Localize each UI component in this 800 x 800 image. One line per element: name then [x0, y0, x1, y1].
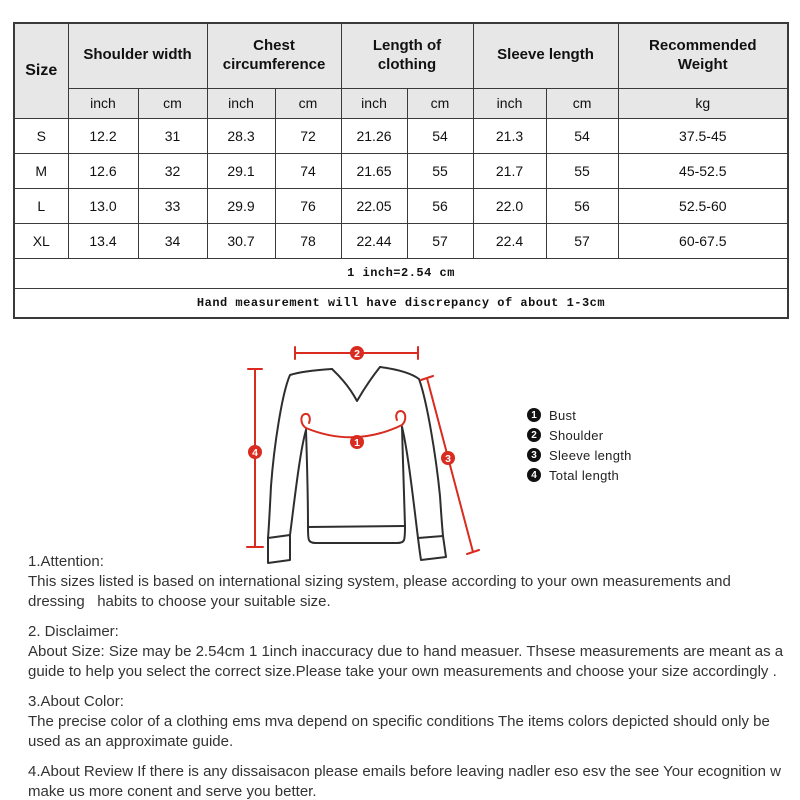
value-cell: 29.9	[207, 188, 275, 223]
section-body: About Size: Size may be 2.54cm 1 1inch inaccuracy due to hand measuer. Thsese measurements are meant as a guide to help you select the correct size.Please take your own measurements and choose your size accordingly .	[28, 643, 796, 680]
legend-bullet-icon: 2	[527, 428, 541, 442]
value-cell: 12.6	[68, 153, 138, 188]
unit-label-cm: cm	[138, 88, 207, 118]
value-cell: 28.3	[207, 118, 275, 153]
legend	[527, 408, 632, 482]
marker-number: 2	[354, 348, 360, 360]
size-cell: M	[14, 153, 68, 188]
value-cell: 32	[138, 153, 207, 188]
unit-label-cm: cm	[546, 88, 618, 118]
marker-number: 1	[354, 437, 360, 449]
value-cell: 21.7	[473, 153, 546, 188]
section-about-review	[28, 762, 794, 800]
header-row-units	[14, 88, 788, 118]
value-cell: 22.44	[341, 223, 407, 258]
column-group-shoulder-width: Shoulder width	[68, 23, 207, 88]
legend-label: Bust	[549, 407, 577, 423]
value-cell: 74	[275, 153, 341, 188]
marker-number: 4	[252, 447, 258, 459]
value-cell: 56	[407, 188, 473, 223]
sweater-outline	[268, 367, 446, 563]
unit-label-cm: cm	[407, 88, 473, 118]
column-group-sleeve-length: Sleeve length	[473, 23, 618, 88]
unit-label-cm: cm	[275, 88, 341, 118]
legend-label: Shoulder	[549, 427, 604, 443]
value-cell: 30.7	[207, 223, 275, 258]
value-cell: 22.0	[473, 188, 546, 223]
section-title: 3.About Color:	[28, 693, 124, 710]
section-disclaimer	[28, 622, 796, 682]
value-cell: 76	[275, 188, 341, 223]
table-row-s	[14, 118, 788, 153]
legend-bullet-icon: 1	[527, 408, 541, 422]
value-cell: 12.2	[68, 118, 138, 153]
value-cell: 54	[407, 118, 473, 153]
value-cell: 57	[407, 223, 473, 258]
section-title: 1.Attention:	[28, 553, 104, 570]
sweater-measurement-diagram	[245, 346, 485, 568]
unit-label-kg: kg	[618, 88, 788, 118]
header-row-groups	[14, 23, 788, 88]
note-row	[14, 288, 788, 318]
section-body: The precise color of a clothing ems mva depend on specific conditions The items colors depicted should only be used as an approximate guide.	[28, 713, 783, 750]
legend-label: Sleeve length	[549, 447, 632, 463]
value-cell: 13.4	[68, 223, 138, 258]
section-about-color	[28, 692, 785, 752]
value-cell: 78	[275, 223, 341, 258]
legend-item-bust	[527, 408, 632, 422]
legend-label: Total length	[549, 467, 620, 483]
value-cell: 72	[275, 118, 341, 153]
value-cell: 22.4	[473, 223, 546, 258]
note-row	[14, 258, 788, 288]
value-cell: 21.3	[473, 118, 546, 153]
size-cell: XL	[14, 223, 68, 258]
unit-label-inch: inch	[473, 88, 546, 118]
sleeve-measure-line	[421, 376, 479, 554]
value-cell: 34	[138, 223, 207, 258]
marker-number: 3	[445, 453, 451, 465]
legend-item-shoulder	[527, 428, 632, 442]
size-table	[13, 22, 789, 319]
size-column-header: Size	[14, 23, 68, 118]
column-group-recommended-weight: Recommended Weight	[618, 23, 788, 88]
column-group-chest-circumference: Chest circumference	[207, 23, 341, 88]
value-cell: 55	[407, 153, 473, 188]
unit-label-inch: inch	[68, 88, 138, 118]
info-sections	[28, 552, 796, 800]
value-cell: 37.5-45	[618, 118, 788, 153]
size-cell: S	[14, 118, 68, 153]
unit-label-inch: inch	[341, 88, 407, 118]
value-cell: 31	[138, 118, 207, 153]
measurement-discrepancy-note: Hand measurement will have discrepancy of about 1-3cm	[14, 288, 788, 318]
value-cell: 29.1	[207, 153, 275, 188]
section-body: This sizes listed is based on international sizing system, please according to your own measurements and dressing habits to choose your suitable size.	[28, 573, 736, 610]
inch-conversion-note: 1 inch=2.54 cm	[14, 258, 788, 288]
table-row-l	[14, 188, 788, 223]
marker-circles	[248, 346, 455, 465]
section-body: 4.About Review If there is any dissaisacon please emails before leaving nadler eso esv the see Your ecognition w make us more conent and serve you better.	[28, 763, 794, 800]
legend-bullet-icon: 3	[527, 448, 541, 462]
value-cell: 13.0	[68, 188, 138, 223]
section-attention	[28, 552, 785, 612]
value-cell: 56	[546, 188, 618, 223]
value-cell: 45-52.5	[618, 153, 788, 188]
column-group-length-of-clothing: Length of clothing	[341, 23, 473, 88]
size-cell: L	[14, 188, 68, 223]
value-cell: 57	[546, 223, 618, 258]
section-title: 2. Disclaimer:	[28, 623, 119, 640]
value-cell: 52.5-60	[618, 188, 788, 223]
value-cell: 33	[138, 188, 207, 223]
value-cell: 55	[546, 153, 618, 188]
legend-item-total-length	[527, 468, 632, 482]
value-cell: 54	[546, 118, 618, 153]
bust-measure-line	[306, 425, 402, 437]
table-row-xl	[14, 223, 788, 258]
value-cell: 22.05	[341, 188, 407, 223]
value-cell: 60-67.5	[618, 223, 788, 258]
legend-bullet-icon: 4	[527, 468, 541, 482]
value-cell: 21.26	[341, 118, 407, 153]
bust-line-left-hook	[301, 414, 309, 428]
unit-label-inch: inch	[207, 88, 275, 118]
table-row-m	[14, 153, 788, 188]
bust-line-right-hook	[396, 411, 405, 425]
legend-item-sleeve-length	[527, 448, 632, 462]
value-cell: 21.65	[341, 153, 407, 188]
measurement-lines	[247, 347, 479, 554]
